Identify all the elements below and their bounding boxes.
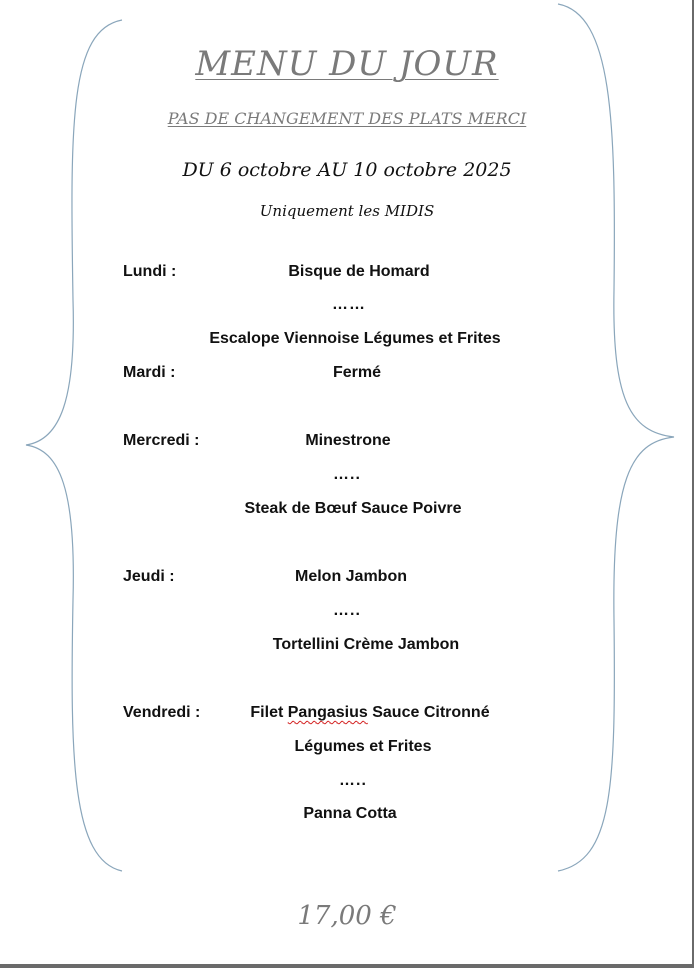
dish-vendredi-main-suffix: Sauce Citronné <box>367 704 490 721</box>
dish-mercredi-main: Steak de Bœuf Sauce Poivre <box>244 500 462 517</box>
separator-mercredi: ….. <box>333 466 361 483</box>
separator-jeudi: ….. <box>333 602 361 619</box>
right-brace <box>558 4 674 871</box>
dish-vendredi-main-prefix: Filet <box>250 704 288 721</box>
menu-dates: DU 6 octobre AU 10 octobre 2025 <box>182 159 512 181</box>
day-label-vendredi: Vendredi : <box>123 704 201 721</box>
day-label-mercredi: Mercredi : <box>123 432 200 449</box>
dish-lundi-main: Escalope Viennoise Légumes et Frites <box>209 330 501 347</box>
dish-vendredi-main <box>250 704 489 722</box>
menu-price: 17,00 € <box>297 901 397 931</box>
day-label-lundi: Lundi : <box>123 263 177 280</box>
dish-vendredi-main-line2: Légumes et Frites <box>294 738 432 755</box>
day-label-jeudi: Jeudi : <box>123 568 175 585</box>
menu-subtitle: PAS DE CHANGEMENT DES PLATS MERCI <box>167 109 527 128</box>
menu-service: Uniquement les MIDIS <box>259 202 435 220</box>
day-label-mardi: Mardi : <box>123 364 176 381</box>
dish-jeudi-starter: Melon Jambon <box>294 568 408 585</box>
separator-vendredi: ….. <box>339 772 367 789</box>
separator-lundi: …… <box>332 296 366 313</box>
menu-title: MENU DU JOUR <box>195 44 499 84</box>
dish-mardi-status: Fermé <box>332 364 382 381</box>
dish-lundi-starter: Bisque de Homard <box>288 263 430 280</box>
spellcheck-flagged-word[interactable]: Pangasius <box>287 704 368 721</box>
dish-vendredi-dessert: Panna Cotta <box>303 805 397 822</box>
dish-jeudi-main: Tortellini Crème Jambon <box>272 636 460 653</box>
left-brace <box>26 20 122 871</box>
dish-mercredi-starter: Minestrone <box>305 432 391 449</box>
